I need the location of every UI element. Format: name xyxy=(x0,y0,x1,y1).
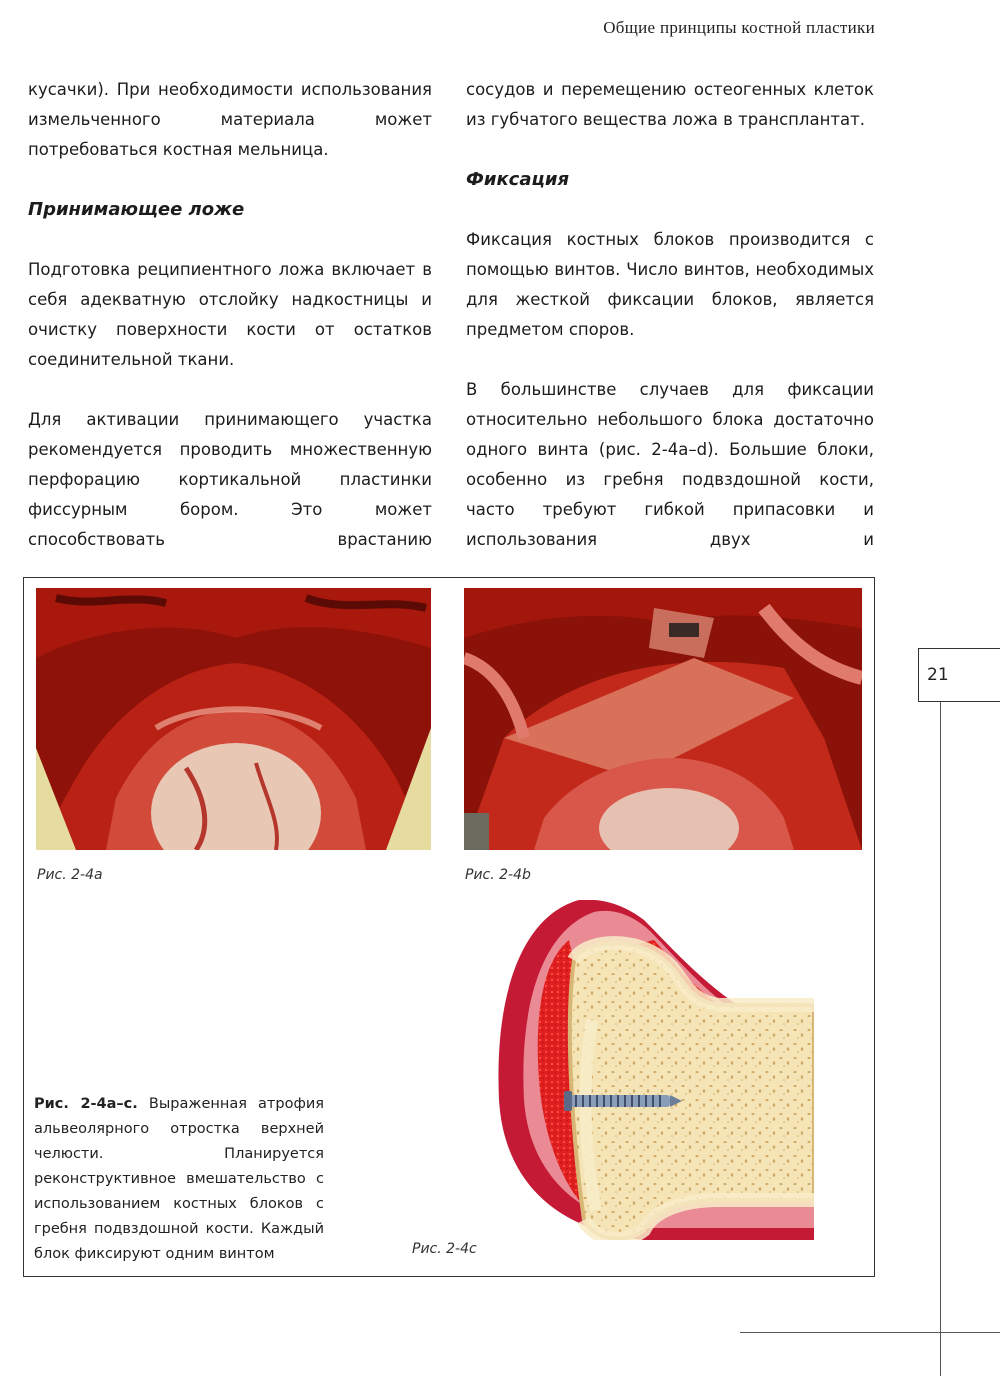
figure-label-a: Рис. 2-4a xyxy=(37,867,103,883)
surgical-photo-a xyxy=(36,588,431,850)
figure-caption xyxy=(34,1092,324,1267)
paragraph: Подготовка реципиентного ложа включает в себя адекватную отслойку надкостницы и очистку поверхности кости от остатков соединительной ткани. xyxy=(28,260,432,369)
paragraph: кусачки). При необходимости использования измельченного материала может потребоваться костная мельница. xyxy=(28,80,432,159)
surgical-photo-b xyxy=(464,588,862,850)
figure-label-b: Рис. 2-4b xyxy=(465,867,531,883)
left-column xyxy=(28,75,432,555)
figure-label-c: Рис. 2-4c xyxy=(412,1241,477,1257)
section-heading-recipient-bed: Принимающее ложе xyxy=(28,199,245,220)
page-number-box xyxy=(918,648,1000,702)
running-header: Общие принципы костной пластики xyxy=(603,18,875,37)
paragraph: В большинстве случаев для фиксации относительно небольшого блока достаточно одного винта (рис. 2-4a–d). Большие блоки, особенно из гребня подвздошной кости, часто требуют гибкой припасовки и использования двух и xyxy=(466,380,874,549)
paragraph: Для активации принимающего участка рекомендуется проводить множественную перфорацию кортикальной пластинки фиссурным бором. Это может способствовать врастанию xyxy=(28,410,432,549)
paragraph: сосудов и перемещению остеогенных клеток из губчатого вещества ложа в трансплантат. xyxy=(466,80,874,129)
page-number: 21 xyxy=(927,665,949,685)
paragraph: Фиксация костных блоков производится с помощью винтов. Число винтов, необходимых для жесткой фиксации блоков, является предметом споров. xyxy=(466,230,874,339)
right-column xyxy=(466,75,874,555)
section-heading-fixation: Фиксация xyxy=(466,169,570,190)
margin-rule-vertical xyxy=(940,702,941,1376)
figure-frame xyxy=(23,577,875,1277)
bone-screw-diagram xyxy=(484,900,814,1240)
caption-text: Выраженная атрофия альвеолярного отростка верхней челюсти. Планируется реконструктивное вмешательство с использованием костных блоков с гребня подвздошной кости. Каждый блок фиксируют одним винтом xyxy=(34,1096,324,1262)
caption-title: Рис. 2-4a–c. xyxy=(34,1096,138,1112)
margin-rule-horizontal xyxy=(740,1332,1000,1333)
